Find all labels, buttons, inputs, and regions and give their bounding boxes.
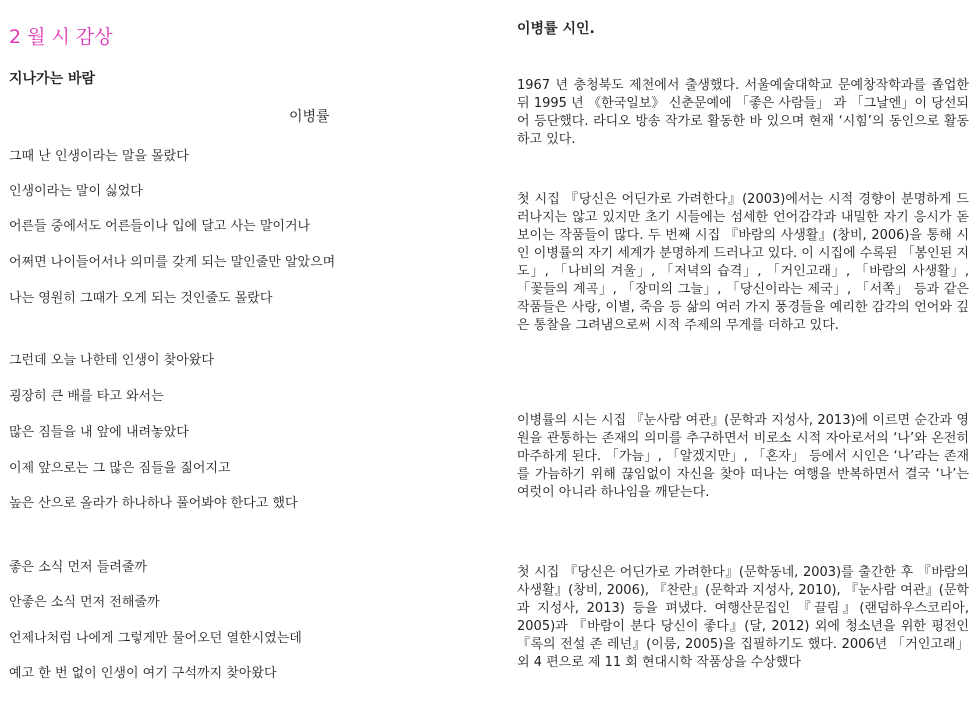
poem-author: 이병률 <box>289 109 330 125</box>
poem-line: 어른들 중에서도 어른들이나 입에 달고 사는 말이거나 <box>9 219 311 234</box>
poem-line: 그런데 오늘 나한테 인생이 찾아왔다 <box>9 353 214 368</box>
poem-line: 인생이라는 말이 싫었다 <box>9 184 143 199</box>
poem-line: 좋은 소식 먼저 들려줄까 <box>9 560 147 575</box>
page-title: 2 월 시 감상 <box>9 26 113 48</box>
poem-line: 어쩌면 나이들어서나 의미를 갖게 되는 말인줄만 알았으며 <box>9 255 336 270</box>
poem-line: 예고 한 번 없이 인생이 여기 구석까지 찾아왔다 <box>9 666 277 681</box>
bio-paragraph: 첫 시집 『당신은 어딘가로 가려한다』(문학동네, 2003)를 출간한 후 『바람의 사생활』(창비, 2006), 『찬란』(문학과 지성사, 2010), 『눈사람 여관』(문학과 지성사, 2013) 등을 펴냈다. 여행산문집인 『끌림』(랜덤하우스코리아, 2005)과 『바람이 분다 당신이 좋다』(달, 2012) 외에 청소년을 위한 평전인 『록의 전설 존 레넌』(이룸, 2005)을 집필하기도 했다. 2006년 「거인고래」외 4 편으로 제 11 회 현대시학 작품상을 수상했다 <box>517 565 969 670</box>
poem-line: 언제나처럼 나에게 그렇게만 물어오던 열한시였는데 <box>9 631 302 646</box>
bio-paragraph: 이병률의 시는 시집 『눈사람 여관』(문학과 지성사, 2013)에 이르면 순간과 영원을 관통하는 존재의 의미를 추구하면서 비로소 시적 자아로서의 ‘나’와 온전히 마주하게 된다. 「가늠」, 「알겠지만」, 「혼자」 등에서 시인은 ‘나’라는 존재를 가늠하기 위해 끊임없이 자신을 찾아 떠나는 여행을 반복하면서 결국 ‘나’는 여럿이 아니라 하나임을 깨닫는다. <box>517 413 969 500</box>
bio-paragraph: 1967 년 충청북도 제천에서 출생했다. 서울예술대학교 문예창작학과를 졸업한 뒤 1995 년 《한국일보》 신춘문예에 「좋은 사람들」 과 「그날엔」이 당선되어 등단했다. 라디오 방송 작가로 활동한 바 있으며 현재 ‘시힘’의 동인으로 활동하고 있다. <box>517 78 969 147</box>
poem-line: 높은 산으로 올라가 하나하나 풀어봐야 한다고 했다 <box>9 496 298 511</box>
poem-line: 많은 짐들을 내 앞에 내려놓았다 <box>9 425 189 440</box>
poem-line: 나는 영원히 그때가 오게 되는 것인줄도 몰랐다 <box>9 291 273 306</box>
poem-line: 그때 난 인생이라는 말을 몰랐다 <box>9 149 189 164</box>
bio-paragraph: 첫 시집 『당신은 어딘가로 가려한다』(2003)에서는 시적 경향이 분명하게 드러나지는 않고 있지만 초기 시들에는 섬세한 언어감각과 내밀한 자기 응시가 돋보이는 작품들이 많다. 두 번째 시집 『바람의 사생활』(창비, 2006)을 통해 시인 이병률의 자기 세계가 분명하게 드러나고 있다. 이 시집에 수록된 「봉인된 지도」, 「나비의 겨울」, 「저녁의 습격」, 「거인고래」, 「바람의 사생활」, 「꽃들의 계곡」, 「장미의 그늘」, 「당신이라는 제국」, 「서쪽」 등과 같은 작품들은 사랑, 이별, 죽음 등 삶의 여러 가지 풍경들을 예리한 감각의 언어와 깊은 통찰을 그려냄으로써 시적 주제의 무게를 더하고 있다. <box>517 192 969 333</box>
poem-title: 지나가는 바람 <box>9 71 96 87</box>
bio-title: 이병률 시인. <box>517 21 595 37</box>
poem-line: 굉장히 큰 배를 타고 와서는 <box>9 389 164 404</box>
poem-line: 이제 앞으로는 그 많은 짐들을 짊어지고 <box>9 461 231 476</box>
poem-line: 안좋은 소식 먼저 전해줄까 <box>9 595 160 610</box>
